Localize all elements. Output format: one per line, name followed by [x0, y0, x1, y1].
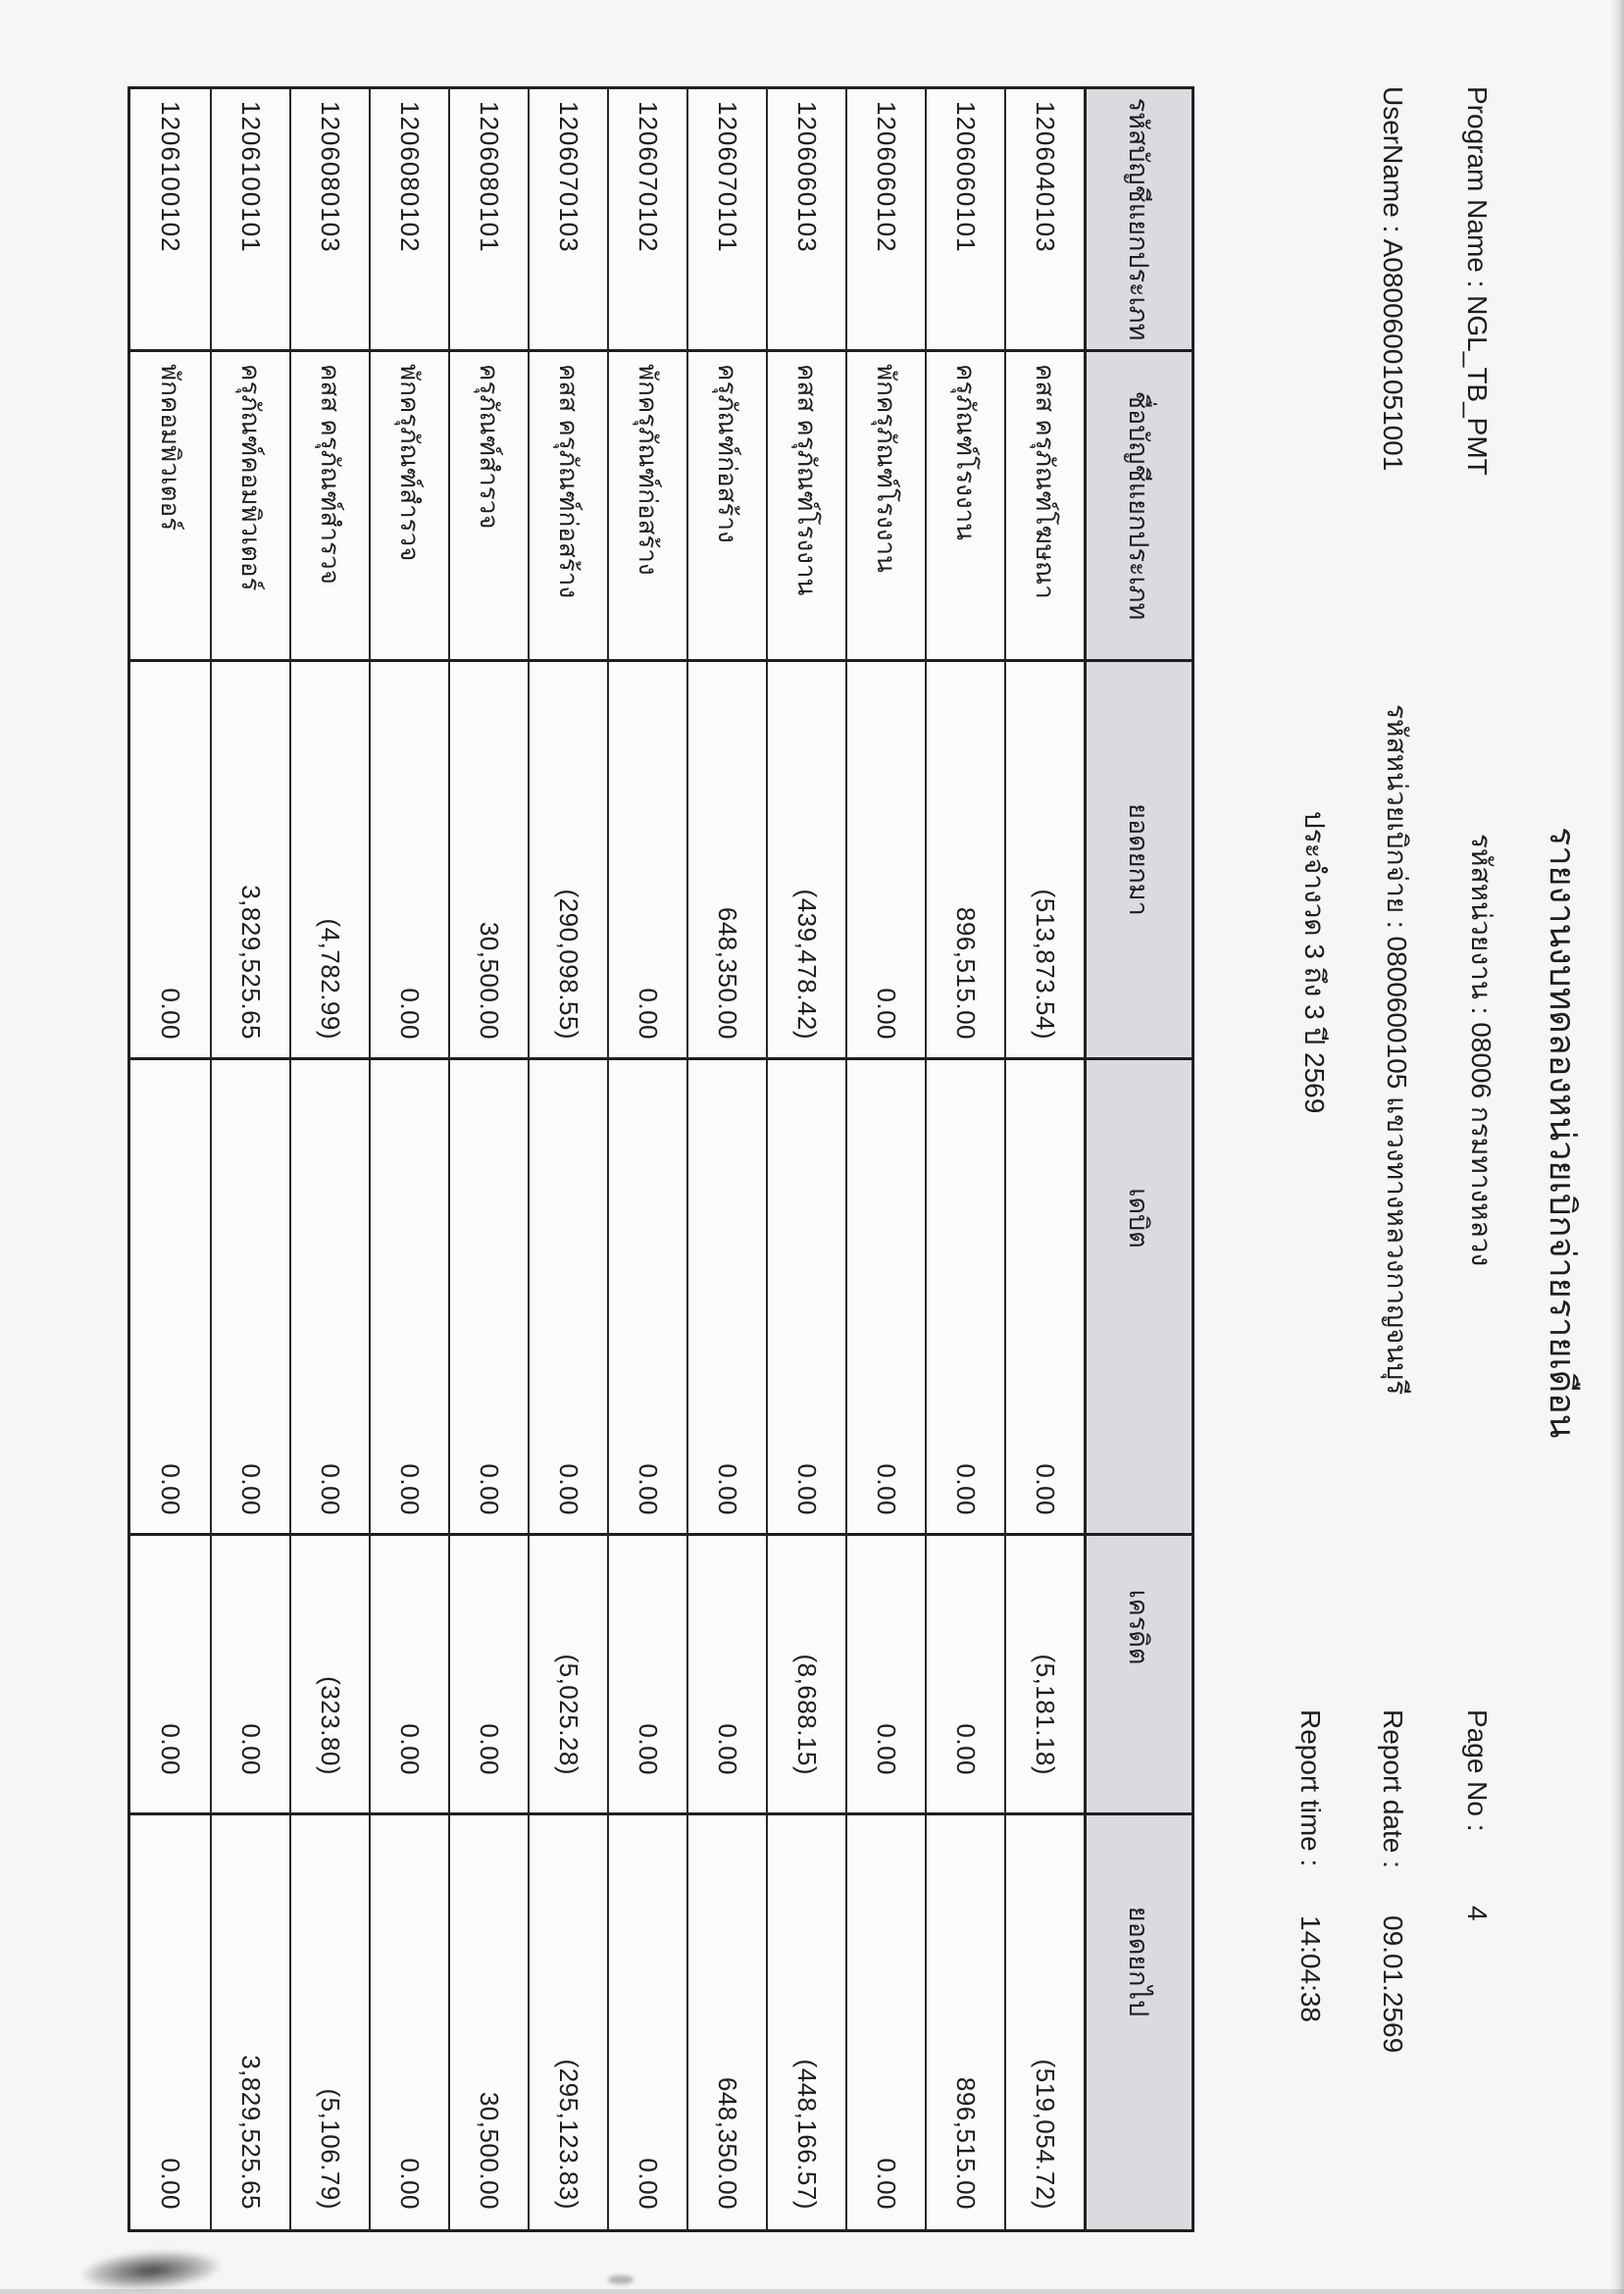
cell-code: 1206040103 [1004, 89, 1084, 352]
cell-credit: 0.00 [686, 1536, 766, 1815]
disbursement-unit-label: รหัสหน่วยเบิกจ่าย : [1382, 704, 1412, 937]
column-header-label: ชื่อบัญชีแยกประเภท [1124, 390, 1153, 621]
page-no-value: 4 [1462, 1906, 1493, 1921]
cell-credit: (8,688.15) [766, 1536, 845, 1815]
cell-code: 1206080102 [369, 89, 448, 352]
cell-carry_in: (439,478.42) [766, 662, 845, 1060]
cell-carry_out: 0.00 [156, 2158, 185, 2210]
cell-carry_out: 0.00 [845, 1815, 925, 2229]
cell-code: 1206080101 [448, 89, 528, 352]
report-date-value: 09.01.2569 [1378, 1915, 1408, 2054]
cell-debit: 0.00 [448, 1060, 528, 1536]
cell-code: 1206080103 [289, 89, 369, 352]
cell-name: คสส ครุภัณฑ์สำรวจ [289, 352, 369, 662]
cell-debit: 0.00 [289, 1060, 369, 1536]
cell-name: คสส ครุภัณฑ์โฆษณา [1004, 352, 1084, 662]
column-header-5 [1084, 1536, 1192, 1815]
cell-credit: 0.00 [130, 1536, 210, 1815]
agency-value: 08006 กรมทางหลวง [1466, 1022, 1497, 1267]
cell-carry_in: (290,098.55) [528, 662, 607, 1060]
column-header-2 [1084, 352, 1192, 662]
cell-carry_in: 896,515.00 [925, 662, 1004, 1060]
scan-edge-shadow [1610, 0, 1624, 2294]
cell-name: พักคอมพิวเตอร์ [130, 352, 210, 662]
column-header-label: เครดิต [1124, 1589, 1153, 1665]
disbursement-unit-line [1381, 704, 1412, 1395]
cell-carry_out: 30,500.00 [448, 1815, 528, 2229]
cell-code: 1206060101 [925, 89, 1004, 352]
program-name-value: NGL_TB_PMT [1462, 295, 1493, 476]
cell-name: คสส ครุภัณฑ์โรงงาน [766, 352, 845, 662]
column-header-label: รหัสบัญชีแยกประเภท [1124, 97, 1153, 341]
cell-credit: 0.00 [369, 1536, 448, 1815]
cell-debit: 0.00 [686, 1060, 766, 1536]
username-line [1377, 86, 1408, 471]
column-header-label: เดบิต [1124, 1188, 1153, 1249]
cell-carry_in: 648,350.00 [686, 662, 766, 1060]
cell-carry_out: 3,829,525.65 [210, 1815, 289, 2229]
cell-name: พักครุภัณฑ์โรงงาน [845, 352, 925, 662]
column-header-label: ยอดยกมา [1124, 803, 1153, 916]
cell-debit: 0.00 [1004, 1060, 1084, 1536]
cell-credit: 0.00 [210, 1536, 289, 1815]
column-header-1 [1084, 89, 1192, 352]
cell-credit: (323.80) [289, 1536, 369, 1815]
cell-carry_out: (519,054.72) [1004, 1815, 1084, 2229]
cell-credit: 0.00 [845, 1536, 925, 1815]
cell-name: ครุภัณฑ์ก่อสร้าง [686, 352, 766, 662]
cell-debit: 0.00 [845, 1060, 925, 1536]
username-value: A08006001051001 [1378, 238, 1408, 472]
cell-carry_in: 30,500.00 [448, 662, 528, 1060]
cell-credit: (5,181.18) [1004, 1536, 1084, 1815]
scan-speck [608, 2275, 634, 2284]
username-label: UserName : [1378, 86, 1408, 239]
program-name-label: Program Name : [1462, 86, 1493, 296]
cell-carry_in: (4,782.99) [289, 662, 369, 1060]
column-header-label: ยอดยกไป [1124, 1906, 1153, 2017]
cell-carry_out: 0.00 [369, 1815, 448, 2229]
cell-carry_in: 0.00 [369, 662, 448, 1060]
cell-carry_out: 648,350.00 [686, 1815, 766, 2229]
column-header-3 [1084, 662, 1192, 1060]
cell-name: ครุภัณฑ์โรงงาน [925, 352, 1004, 662]
report-date-label: Report date : [1378, 1709, 1408, 1868]
cell-name: ครุภัณฑ์คอมพิวเตอร์ [210, 352, 289, 662]
cell-carry_in: 0.00 [607, 662, 686, 1060]
cell-carry_in: 3,829,525.65 [210, 662, 289, 1060]
cell-debit: 0.00 [607, 1060, 686, 1536]
cell-carry_out: 0.00 [607, 1815, 686, 2229]
cell-name: พักครุภัณฑ์ก่อสร้าง [607, 352, 686, 662]
cell-debit: 0.00 [369, 1060, 448, 1536]
cell-carry_out: (5,106.79) [289, 1815, 369, 2229]
disbursement-unit-value: 0800600105 แขวงทางหลวงกาญจนบุรี [1382, 936, 1412, 1396]
cell-code: 1206070103 [528, 89, 607, 352]
cell-code: 1206070102 [607, 89, 686, 352]
cell-carry_out: (448,166.57) [766, 1815, 845, 2229]
scan-bottom-edge [0, 2289, 1624, 2294]
cell-carry_out: 896,515.00 [925, 1815, 1004, 2229]
column-header-4 [1084, 1060, 1192, 1536]
cell-name: ครุภัณฑ์สำรวจ [448, 352, 528, 662]
cell-credit: 0.00 [607, 1536, 686, 1815]
cell-code: 1206100102 [130, 89, 210, 352]
trial-balance-table [127, 86, 1194, 2232]
cell-carry_out: (295,123.83) [528, 1815, 607, 2229]
cell-code: 1206100101 [210, 89, 289, 352]
cell-carry_in: 0.00 [130, 662, 210, 1060]
report-time-value: 14:04:38 [1295, 1915, 1326, 2022]
cell-debit: 0.00 [210, 1060, 289, 1536]
cell-credit: 0.00 [925, 1536, 1004, 1815]
cell-debit: 0.00 [766, 1060, 845, 1536]
cell-debit: 0.00 [130, 1060, 210, 1536]
cell-credit: (5,025.28) [528, 1536, 607, 1815]
period-line: ประจำงวด 3 ถึง 3 ปี 2569 [1299, 811, 1330, 1114]
agency-line [1465, 834, 1497, 1266]
cell-credit: 0.00 [448, 1536, 528, 1815]
program-name-line [1461, 86, 1493, 476]
table-grid [130, 89, 1192, 2229]
report-title: รายงานงบทดลองหน่วยเบิกจ่ายรายเดือน [1543, 827, 1583, 1439]
column-header-6 [1084, 1815, 1192, 2229]
cell-carry_in: 0.00 [845, 662, 925, 1060]
page-no-label: Page No : [1462, 1709, 1493, 1832]
cell-code: 1206060103 [766, 89, 845, 352]
cell-name: คสส ครุภัณฑ์ก่อสร้าง [528, 352, 607, 662]
cell-debit: 0.00 [925, 1060, 1004, 1536]
cell-code: 1206070101 [686, 89, 766, 352]
report-time-label: Report time : [1295, 1709, 1326, 1867]
cell-carry_in: (513,873.54) [1004, 662, 1084, 1060]
cell-name: พักครุภัณฑ์สำรวจ [369, 352, 448, 662]
cell-debit: 0.00 [528, 1060, 607, 1536]
agency-label: รหัสหน่วยงาน : [1466, 834, 1497, 1023]
cell-code: 1206060102 [845, 89, 925, 352]
